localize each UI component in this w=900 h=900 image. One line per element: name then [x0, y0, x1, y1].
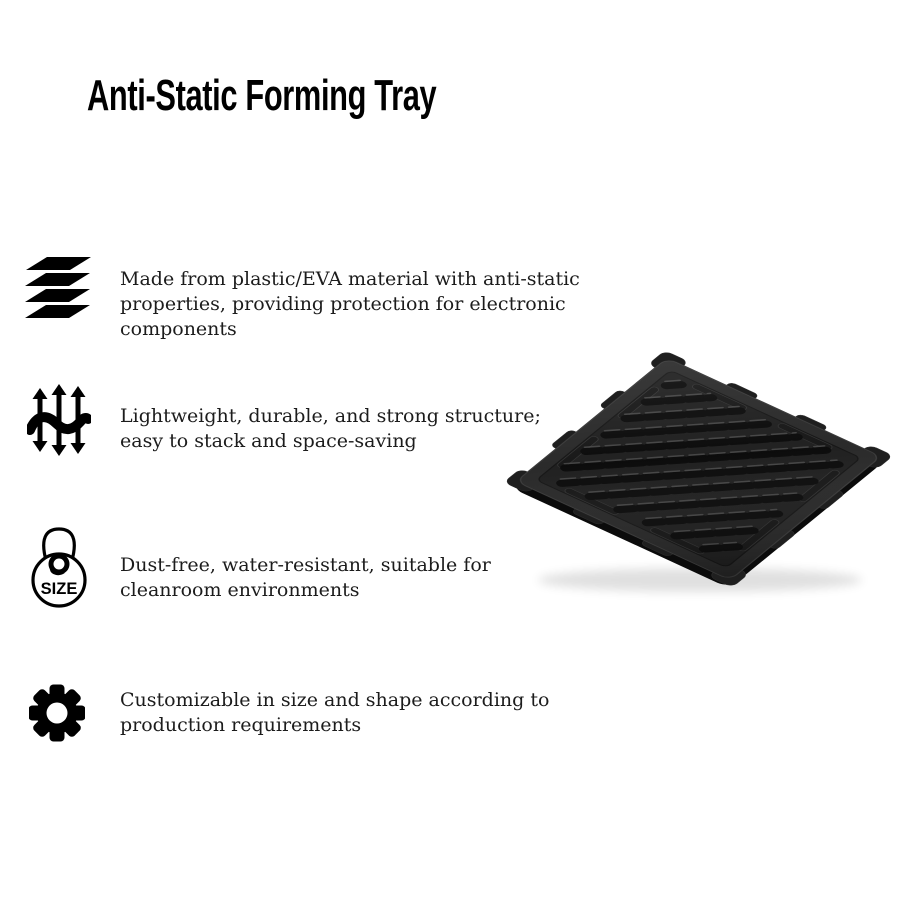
feature-line: properties, providing protection for electronic [120, 293, 566, 315]
feature-line: Customizable in size and shape according to [120, 689, 550, 711]
feature-line: easy to stack and space-saving [120, 430, 417, 452]
size-label: SIZE [40, 580, 78, 598]
feature-custom-text [120, 688, 600, 738]
feature-line: cleanroom environments [120, 579, 360, 601]
feature-line: components [120, 318, 237, 340]
product-photo-tray [478, 328, 900, 608]
feature-line: Lightweight, durable, and strong structure; [120, 405, 541, 427]
feature-line: production requirements [120, 714, 362, 736]
gear-icon [29, 684, 85, 746]
flex-arrows-icon [27, 384, 91, 460]
feature-line: Made from plastic/EVA material with anti-static [120, 268, 580, 290]
stacked-layers-icon [25, 257, 93, 323]
feature-line: Dust-free, water-resistant, suitable for [120, 554, 491, 576]
size-lock-icon [31, 527, 87, 613]
page-title: Anti-Static Forming Tray [87, 71, 437, 120]
